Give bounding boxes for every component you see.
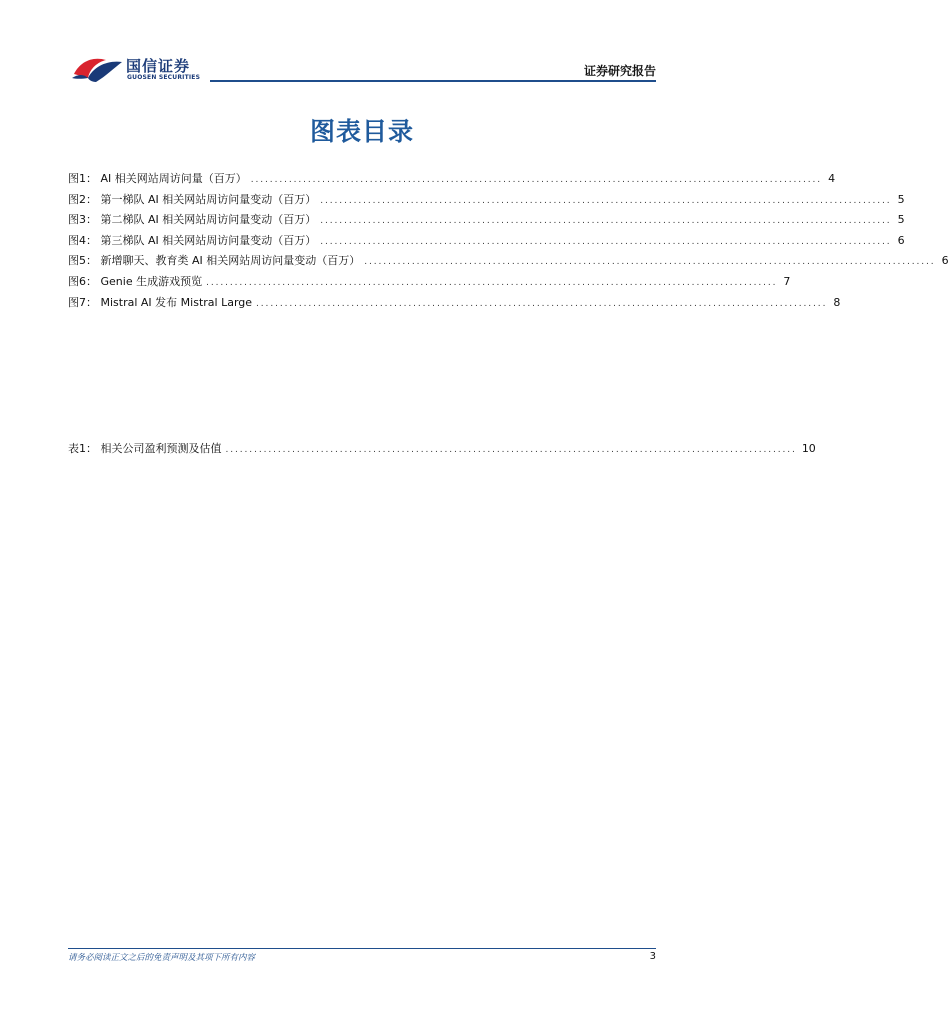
toc-dot-leader: ........................................................................................................................ [256, 298, 828, 309]
toc-dot-leader: ........................................................................................................................ [320, 236, 892, 247]
guosen-logo-mark-icon [70, 52, 126, 84]
toc-entry-table-1[interactable] [68, 440, 816, 461]
page-header [68, 50, 656, 84]
toc-entry-figure-7[interactable] [68, 294, 841, 315]
toc-page-number: 10 [801, 442, 816, 455]
guosen-logo [70, 52, 200, 84]
toc-entry-figure-1[interactable] [68, 170, 836, 191]
table-list [68, 440, 816, 461]
logo-chinese-text: 国信证券 [126, 57, 191, 75]
toc-page-number: 5 [897, 213, 905, 227]
toc-dot-leader: ........................................................................................................................ [364, 257, 936, 268]
toc-dot-leader: ........................................................................................................................ [320, 216, 892, 227]
toc-page-number: 6 [941, 254, 949, 268]
toc-dot-leader: ........................................................................................................................ [225, 445, 797, 455]
toc-entry-label: 图5： 新增聊天、教育类 AI 相关网站周访问量变动（百万） [68, 254, 361, 268]
toc-entry-figure-5[interactable] [68, 252, 949, 273]
toc-entry-figure-2[interactable] [68, 191, 905, 212]
toc-page-number: 7 [783, 274, 791, 288]
toc-entry-label: 图1： AI 相关网站周访问量（百万） [68, 172, 247, 185]
toc-page-number: 6 [897, 233, 905, 247]
toc-page-number: 4 [828, 172, 836, 185]
toc-entry-figure-6[interactable] [68, 273, 791, 294]
header-divider [210, 80, 656, 82]
toc-entry-figure-4[interactable] [68, 232, 905, 253]
toc-entry-label: 图4： 第三梯队 AI 相关网站周访问量变动（百万） [68, 233, 317, 247]
toc-dot-leader: ........................................................................................................................ [206, 277, 778, 288]
page-number: 3 [649, 951, 656, 962]
toc-entry-label: 图3： 第二梯队 AI 相关网站周访问量变动（百万） [68, 213, 317, 227]
toc-entry-label: 图7： Mistral AI 发布 Mistral Large [68, 295, 253, 309]
report-type-label: 证券研究报告 [583, 64, 656, 78]
page-title: 图表目录 [309, 117, 414, 146]
toc-page-number: 5 [897, 192, 905, 206]
logo-english-text: GUOSEN SECURITIES [127, 74, 201, 81]
toc-dot-leader: ........................................................................................................................ [250, 175, 823, 185]
footer-disclaimer: 请务必阅读正文之后的免责声明及其项下所有内容 [68, 953, 256, 963]
toc-entry-label: 图6： Genie 生成游戏预览 [68, 274, 203, 288]
toc-entry-label: 表1： 相关公司盈利预测及估值 [68, 442, 222, 455]
toc-entry-figure-3[interactable] [68, 211, 905, 232]
toc-page-number: 8 [833, 295, 841, 309]
footer-divider [68, 948, 656, 949]
toc-dot-leader: ........................................................................................................................ [320, 195, 892, 206]
toc-entry-label: 图2： 第一梯队 AI 相关网站周访问量变动（百万） [68, 192, 317, 206]
figure-list [68, 170, 949, 314]
